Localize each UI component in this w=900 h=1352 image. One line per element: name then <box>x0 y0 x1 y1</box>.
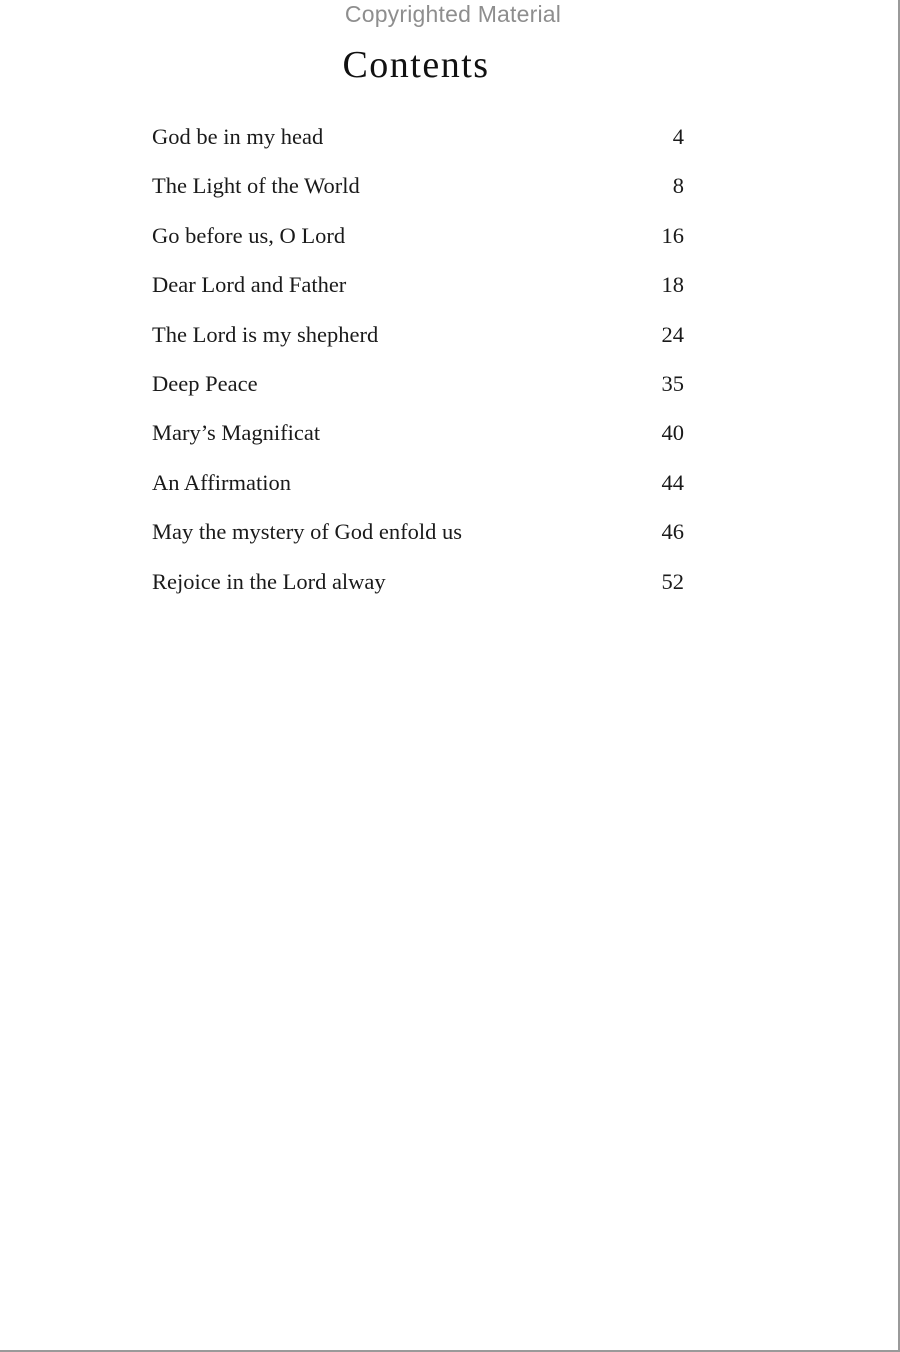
toc-entry[interactable] <box>152 513 684 562</box>
toc-entry-page: 16 <box>661 222 684 248</box>
toc-entry-page: 24 <box>661 321 684 347</box>
toc-entry-title: God be in my head <box>152 124 324 149</box>
toc-entry[interactable] <box>152 217 684 266</box>
toc-entry[interactable] <box>152 414 684 463</box>
toc-entry-page: 44 <box>661 469 684 495</box>
page-title: Contents <box>342 44 490 86</box>
toc-entry-title: The Light of the World <box>152 173 360 199</box>
toc-entry-page: 40 <box>661 420 684 446</box>
toc-entry-page: 8 <box>672 173 684 199</box>
toc-entry-title: The Lord is my shepherd <box>152 321 379 347</box>
toc-entry-title: Go before us, O Lord <box>152 222 346 248</box>
toc-entry[interactable] <box>152 464 684 513</box>
toc-entry-page: 18 <box>661 272 684 298</box>
toc-entry[interactable] <box>152 365 684 414</box>
toc-entry-title: An Affirmation <box>152 469 291 495</box>
toc-entry-page: 46 <box>661 519 684 545</box>
toc-entry-page: 4 <box>672 124 684 149</box>
copyright-watermark: Copyrighted Material <box>344 1 562 27</box>
toc-entry-title: Rejoice in the Lord alway <box>152 568 386 594</box>
toc-entry-title: Mary’s Magnificat <box>152 420 321 446</box>
toc-entry-title: May the mystery of God enfold us <box>152 519 462 545</box>
toc-entry[interactable] <box>152 167 684 216</box>
table-of-contents <box>152 118 684 612</box>
toc-entry-page: 35 <box>661 370 684 396</box>
toc-entry[interactable] <box>152 118 684 167</box>
toc-entry-title: Dear Lord and Father <box>152 272 347 298</box>
toc-entry-title: Deep Peace <box>152 370 258 396</box>
toc-entry[interactable] <box>152 563 684 612</box>
toc-entry[interactable] <box>152 316 684 365</box>
toc-entry-page: 52 <box>661 568 684 594</box>
toc-entry[interactable] <box>152 266 684 315</box>
